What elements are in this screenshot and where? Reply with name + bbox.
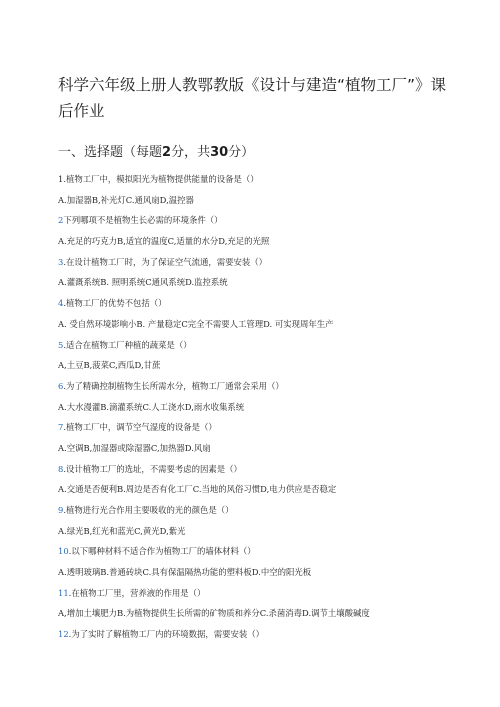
question-text: .在植物工厂里，营养液的作用是（） (68, 587, 206, 598)
question-number: 10 (58, 546, 69, 557)
question-text: .设计植物工厂的选址，不需要考虑的因素是（） (63, 463, 242, 474)
section-heading-score: 2 (162, 145, 172, 160)
question-text: .为了实时了解植物工厂内的环境数据，需要安装（） (68, 629, 264, 640)
question-text: .植物进行光合作用主要吸收的光的颜色是（） (63, 505, 234, 515)
question-item (58, 583, 458, 624)
question-item (58, 500, 458, 541)
question-options: A,增加土壤肥力B.为植物提供生长所需的矿物质和养分C.杀菌消毒D.调节土壤酸碱度 (58, 608, 370, 619)
section-heading-middle: 分，共 (171, 145, 211, 160)
question-item (58, 459, 458, 500)
question-stem (58, 293, 458, 314)
question-number: 9 (58, 505, 64, 515)
question-text: .适合在植物工厂种植的蔬菜是（） (63, 339, 192, 350)
question-stem (58, 500, 458, 521)
question-number: 8 (58, 463, 64, 474)
section-heading (58, 141, 254, 160)
question-options: A.加湿器B,补光灯C.通风扇D,温控器 (58, 194, 194, 205)
question-item (58, 624, 458, 645)
question-number: 1. (58, 174, 66, 184)
question-stem (58, 541, 458, 562)
question-options: A.充足的巧克力B,适宜的温度C,适量的水分D,充足的光照 (58, 236, 270, 247)
question-options: A.绿光B,红光和蓝光C,黄光D,紫光 (58, 525, 186, 536)
question-number: 11 (58, 587, 69, 598)
section-heading-prefix: 一、选择题（每题 (58, 145, 163, 160)
question-stem (58, 459, 458, 480)
question-options: A.大水漫灌B.滴灌系统C.人工浇水D,雨水收集系统 (58, 401, 245, 412)
section-heading-suffix: 分） (228, 145, 255, 160)
question-item (58, 252, 458, 293)
question-number: 3 (58, 256, 64, 267)
question-text: .以下哪种材料不适合作为植物工厂的墙体材料（） (68, 546, 256, 557)
question-text: .为了精确控制植物生长所需水分，植物工厂通常会采用（） (63, 380, 284, 391)
question-text: 植物工厂中，模拟阳光为植物提供能量的设备是（） (66, 174, 259, 184)
question-stem (58, 210, 458, 231)
question-item (58, 376, 458, 417)
question-options: A,土豆B,菠菜C,西瓜D,甘蔗 (58, 360, 161, 371)
question-item (58, 293, 458, 334)
question-stem (58, 169, 458, 190)
question-text: .在设计植物工厂时，为了保证空气流通，需要安装（） (63, 256, 268, 267)
document-title: 科学六年级上册人教鄂教版《设计与建造“植物工厂”》课后作业 (58, 76, 447, 120)
question-options: A.灌溉系统B. 照明系统C通风系统D.监控系统 (58, 277, 228, 288)
question-number: 12 (58, 629, 69, 640)
question-number: 6 (58, 380, 64, 391)
question-options: A.空调B,加湿器或除湿器C,加热器D.风扇 (58, 442, 211, 453)
question-options: A. 受自然环境影响小B. 产量稳定C完全不需要人工管理D. 可实现周年生产 (58, 318, 334, 329)
question-item (58, 210, 458, 251)
question-stem (58, 252, 458, 273)
question-options: A.交通是否便利B.周边是否有化工厂C.当地的风俗习惯D,电力供应是否稳定 (58, 484, 337, 495)
question-item (58, 417, 458, 458)
question-stem (58, 624, 458, 645)
question-list (58, 169, 458, 645)
question-stem (58, 417, 458, 438)
question-text: .植物工厂中，调节空气湿度的设备是（） (63, 422, 217, 433)
question-text: .植物工厂的优势不包括（） (63, 298, 167, 309)
question-options: A.透明玻璃B.普通砖块C.具有保温隔热功能的塑料板D.中空的阳光板 (58, 567, 312, 578)
question-item (58, 335, 458, 376)
question-number: 2 (58, 215, 64, 226)
question-number: 4 (58, 298, 64, 309)
question-item (58, 541, 458, 582)
question-item (58, 169, 458, 210)
question-stem (58, 335, 458, 356)
question-number: 7 (58, 422, 64, 433)
question-stem (58, 376, 458, 397)
question-number: 5 (58, 339, 64, 350)
question-stem (58, 583, 458, 604)
question-text: 下列哪项不是植物生长必需的环境条件（） (63, 215, 223, 226)
section-heading-total: 30 (210, 145, 229, 160)
